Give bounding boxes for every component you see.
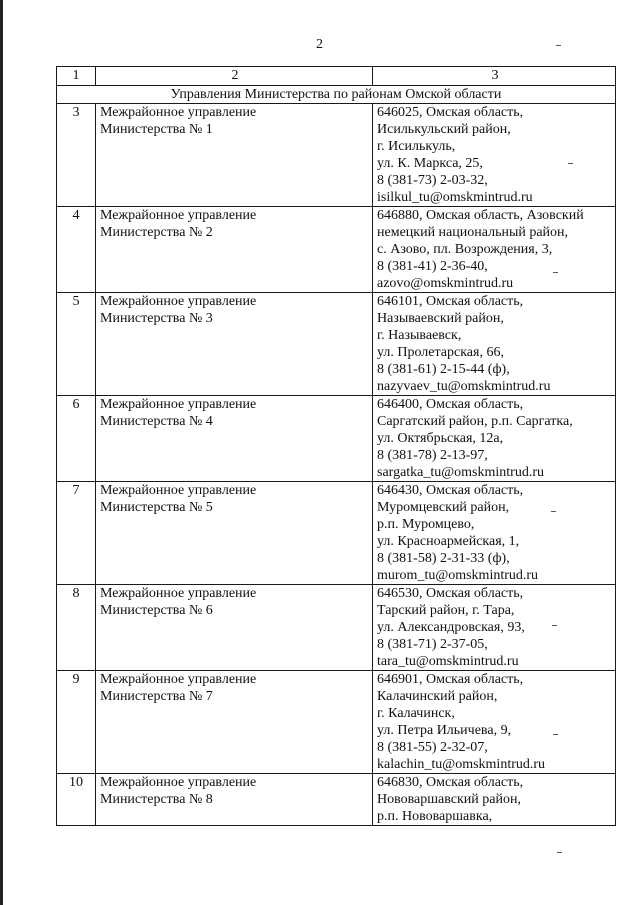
page-number: 2 [316,37,323,52]
email-address: sargatka_tu@omskmintrud.ru [377,465,545,480]
scan-left-edge [0,0,3,905]
address-line: Исилькульский район, [377,122,511,137]
email-address: kalachin_tu@omskmintrud.ru [377,757,546,772]
row-number: 6 [57,396,96,482]
office-name-cell [96,207,373,293]
address-line: г. Калачинск, [377,706,455,721]
address-line: 8 (381-58) 2-31-33 (ф), [377,551,510,566]
address-line: с. Азово, пл. Возрождения, 3, [377,242,553,257]
address-cell [373,207,616,293]
row-number: 8 [57,585,96,671]
office-name-line: Министерства № 5 [100,500,213,515]
row-number: 10 [57,774,96,826]
table-row [57,207,616,293]
address-cell [373,293,616,396]
office-name-cell [96,482,373,585]
office-name-line: Межрайонное управление [100,397,257,412]
email-address: tara_tu@omskmintrud.ru [377,654,519,669]
address-line: Муромцевский район, [377,500,510,515]
office-name-cell [96,104,373,207]
office-name-line: Межрайонное управление [100,105,257,120]
address-line: ул. Петра Ильичева, 9, [377,723,512,738]
email-address: murom_tu@omskmintrud.ru [377,568,539,583]
office-name-cell [96,671,373,774]
office-name-line: Межрайонное управление [100,208,257,223]
address-line: Тарский район, г. Тара, [377,603,515,618]
address-line: 646901, Омская область, [377,672,524,687]
address-line: ул. Пролетарская, 66, [377,345,504,360]
scan-mark [557,852,562,853]
address-line: ул. Александровская, 93, [377,620,525,635]
address-line: 646025, Омская область, [377,105,524,120]
row-number: 4 [57,207,96,293]
address-line: г. Исилькуль, [377,139,456,154]
address-cell [373,396,616,482]
address-line: Калачинский район, [377,689,498,704]
address-line: Нововаршавский район, [377,792,521,807]
address-line: Называевский район, [377,311,504,326]
table-row [57,585,616,671]
address-cell [373,774,616,826]
office-name-line: Межрайонное управление [100,586,257,601]
address-line: 8 (381-41) 2-36-40, [377,259,488,274]
table-row [57,293,616,396]
row-number: 3 [57,104,96,207]
row-number: 9 [57,671,96,774]
address-line: ул. К. Маркса, 25, [377,156,483,171]
address-line: 8 (381-73) 2-03-32, [377,173,488,188]
email-address: isilkul_tu@omskmintrud.ru [377,190,533,205]
address-line: 8 (381-61) 2-15-44 (ф), [377,362,510,377]
address-cell [373,671,616,774]
address-line: 646101, Омская область, [377,294,524,309]
office-name-line: Межрайонное управление [100,483,257,498]
address-line: г. Называевск, [377,328,462,343]
office-name-line: Межрайонное управление [100,672,257,687]
address-line: 646830, Омская область, [377,775,524,790]
office-name-cell [96,585,373,671]
office-name-line: Министерства № 6 [100,603,213,618]
column-header-3: 3 [373,67,616,86]
email-address: nazyvaev_tu@omskmintrud.ru [377,379,551,394]
address-line: ул. Красноармейская, 1, [377,534,520,549]
office-name-cell [96,396,373,482]
address-cell [373,482,616,585]
table-header-row [57,67,616,86]
address-line: 8 (381-55) 2-32-07, [377,740,488,755]
office-name-cell [96,774,373,826]
table-row [57,774,616,826]
address-cell [373,104,616,207]
address-cell [373,585,616,671]
column-header-1: 1 [57,67,96,86]
address-line: ул. Октябрьская, 12а, [377,431,504,446]
row-number: 5 [57,293,96,396]
office-name-cell [96,293,373,396]
section-row [57,86,616,104]
table-row [57,671,616,774]
office-name-line: Министерства № 4 [100,414,213,429]
address-line: 646400, Омская область, [377,397,524,412]
table-row [57,104,616,207]
row-number: 7 [57,482,96,585]
address-line: 646430, Омская область, [377,483,524,498]
address-line: немецкий национальный район, [377,225,569,240]
office-name-line: Межрайонное управление [100,294,257,309]
address-line: 646530, Омская область, [377,586,524,601]
email-address: azovo@omskmintrud.ru [377,276,514,291]
address-line: р.п. Нововаршавка, [377,809,493,824]
address-line: Саргатский район, р.п. Саргатка, [377,414,573,429]
office-name-line: Министерства № 3 [100,311,213,326]
address-line: р.п. Муромцево, [377,517,475,532]
office-name-line: Министерства № 8 [100,792,213,807]
office-name-line: Министерства № 7 [100,689,213,704]
address-line: 646880, Омская область, Азовский [377,208,584,223]
office-name-line: Министерства № 1 [100,122,213,137]
ministry-offices-table [56,66,616,826]
table-row [57,396,616,482]
section-title: Управления Министерства по районам Омской области [57,86,616,104]
office-name-line: Межрайонное управление [100,775,257,790]
table-row [57,482,616,585]
address-line: 8 (381-71) 2-37-05, [377,637,488,652]
scan-mark [556,45,561,46]
office-name-line: Министерства № 2 [100,225,213,240]
column-header-2: 2 [96,67,373,86]
address-line: 8 (381-78) 2-13-97, [377,448,488,463]
